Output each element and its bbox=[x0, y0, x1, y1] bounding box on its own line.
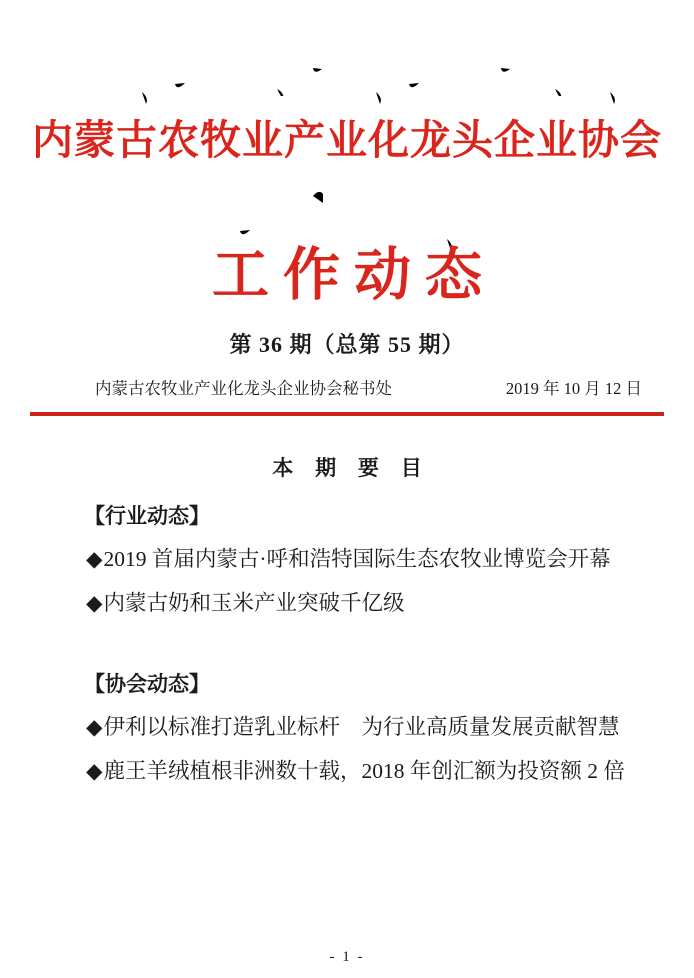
mongolian-script-icon bbox=[589, 42, 619, 108]
publish-date: 2019 年 10 月 12 日 bbox=[505, 379, 642, 399]
toc-main bbox=[0, 452, 694, 786]
page-number: - 1 - bbox=[329, 949, 365, 965]
mongolian-script-icon bbox=[265, 42, 289, 96]
toc-heading: 本 期 要 目 bbox=[272, 457, 430, 481]
toc-item-text: 伊利以标准打造乳业标杆 为行业高质量发展贡献智慧 bbox=[103, 715, 620, 740]
toc-item-text: 鹿王羊绒植根非洲数十载，2018 年创汇额为投资额 2 倍 bbox=[103, 759, 625, 784]
masthead bbox=[0, 0, 694, 416]
diamond-bullet-icon: ◆ bbox=[86, 759, 103, 784]
organization-title: 内蒙古农牧业产业化龙头企业协会 bbox=[32, 117, 662, 163]
mongolian-script-icon bbox=[407, 42, 431, 90]
mongolian-script-icon bbox=[355, 42, 385, 108]
byline bbox=[95, 375, 642, 399]
mongolian-script-icon bbox=[543, 42, 567, 96]
toc-item bbox=[86, 758, 644, 786]
diamond-bullet-icon: ◆ bbox=[86, 591, 103, 616]
section-label: 【行业动态】 bbox=[84, 505, 210, 529]
toc-item bbox=[86, 714, 644, 742]
mongolian-script-icon bbox=[499, 42, 521, 76]
mongolian-script-icon bbox=[453, 42, 477, 106]
mongolian-script-icon bbox=[311, 42, 333, 76]
diamond-bullet-icon: ◆ bbox=[86, 715, 103, 740]
toc-item bbox=[86, 546, 644, 574]
mongolian-script-icon bbox=[219, 42, 243, 106]
toc-item-text: 内蒙古奶和玉米产业突破千亿级 bbox=[103, 591, 405, 616]
mongolian-script-icon bbox=[121, 42, 151, 108]
mongolian-script-icon bbox=[310, 189, 326, 209]
mongolian-script-icon bbox=[75, 42, 99, 106]
mongolian-script-icon bbox=[173, 42, 197, 90]
toc-section-industry bbox=[86, 500, 644, 618]
toc-item-text: 2019 首届内蒙古·呼和浩特国际生态农牧业博览会开幕 bbox=[103, 547, 611, 572]
issue-number: 第 36 期（总第 55 期） bbox=[229, 332, 465, 358]
mongolian-script-icon bbox=[238, 189, 262, 237]
newsletter-title: 工作动态 bbox=[212, 244, 496, 308]
publisher-name: 内蒙古农牧业产业化龙头企业协会秘书处 bbox=[95, 379, 392, 399]
mongolian-script-row-middle bbox=[0, 189, 694, 247]
diamond-bullet-icon: ◆ bbox=[86, 547, 103, 572]
toc-section-association bbox=[86, 668, 644, 786]
red-divider-line bbox=[30, 412, 664, 416]
section-label: 【协会动态】 bbox=[84, 673, 210, 697]
mongolian-script-row-top bbox=[0, 42, 694, 108]
toc-item bbox=[86, 590, 644, 618]
toc-list bbox=[86, 500, 644, 786]
